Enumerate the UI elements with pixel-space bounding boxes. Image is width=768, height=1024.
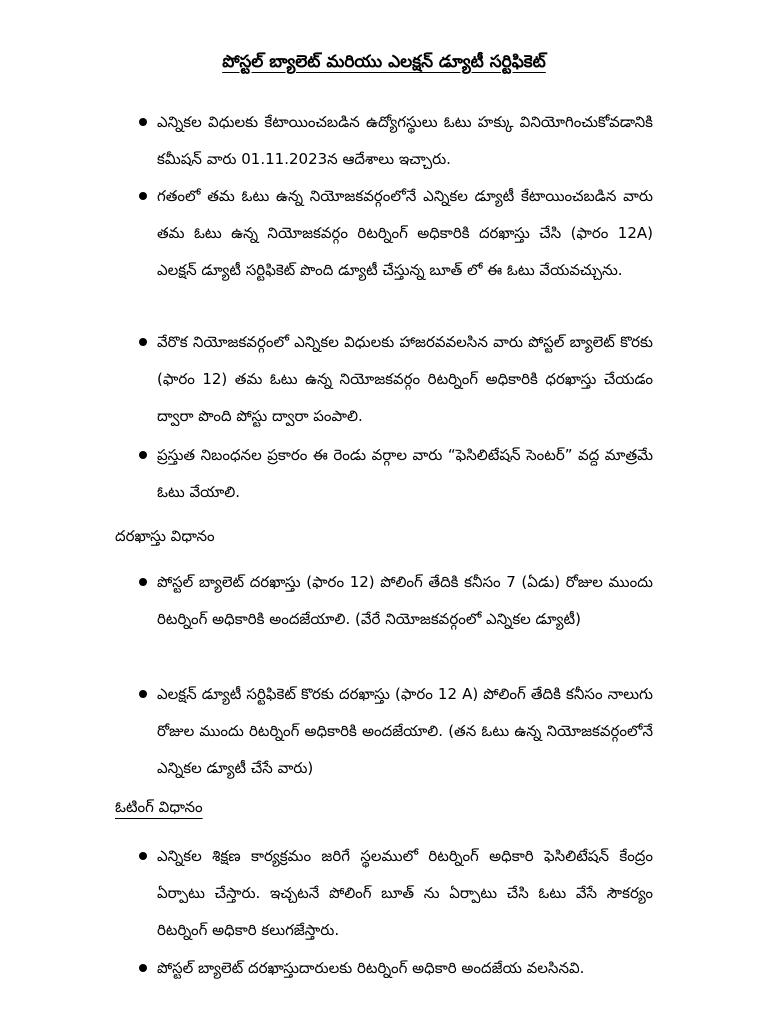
intro-item-4: ప్రస్తుత నిబంధనల ప్రకారం ఈ రెండు వర్గాల వారు “ఫెసిలిటేషన్ సెంటర్” వద్ద మాత్రమే ఓటు వేయాలి. bbox=[157, 437, 653, 511]
document-title: పోస్టల్ బ్యాలెట్ మరియు ఎలక్షన్ డ్యూటీ సర్టిఫికెట్ bbox=[222, 52, 546, 72]
voting-item-1: ఎన్నికల శిక్షణ కార్యక్రమం జరిగే స్థలములో రిటర్నింగ్ అధికారి ఫెసిలిటేషన్ కేంద్రం ఏర్పాటు చేస్తారు. ఇచ్చటనే పోలింగ్ బూత్ ను ఏర్పాటు చేసి ఓటు వేసే సౌకర్యం రిటర్నింగ్ అధికారి కలుగజేస్తారు. bbox=[157, 838, 653, 949]
intro-item-2: గతంలో తమ ఓటు ఉన్న నియోజకవర్గంలోనే ఎన్నికల డ్యూటీ కేటాయించబడిన వారు తమ ఓటు ఉన్న నియోజకవర్గం రిటర్నింగ్ అధికారికి దరఖాస్తు చేసి (ఫారం 12A) ఎలక్షన్ డ్యూటీ సర్టిఫికెట్ పొంది డ్యూటీ చేస్తున్న బూత్ లో ఈ ఓటు వేయవచ్చును. bbox=[157, 178, 653, 289]
intro-item-1: ఎన్నికల విధులకు కేటాయించబడిన ఉద్యోగస్థులు ఓటు హక్కు వినియోగించుకోవడానికి కమీషన్ వారు 01.11.2023న ఆదేశాలు ఇచ్చారు. bbox=[157, 104, 653, 178]
application-heading: దరఖాస్తు విధానం bbox=[115, 527, 215, 545]
voting-heading: ఓటింగ్ విధానం bbox=[115, 798, 203, 816]
application-item-2: ఎలక్షన్ డ్యూటీ సర్టిఫికెట్ కొరకు దరఖాస్తు (ఫారం 12 A) పోలింగ్ తేదికి కనీసం నాలుగు రోజుల ముందు రిటర్నింగ్ అధికారికి అందజేయాలి. (తన ఓటు ఉన్న నియోజకవర్గంలోనే ఎన్నికల డ్యూటీ చేసే వారు) bbox=[157, 676, 653, 787]
voting-item-2: పోస్టల్ బ్యాలెట్ దరఖాస్తుదారులకు రిటర్నింగ్ అధికారి అందజేయ వలసినవి. bbox=[157, 950, 653, 987]
intro-item-3: వేరొక నియోజకవర్గంలో ఎన్నికల విధులకు హాజరవవలసిన వారు పోస్టల్ బ్యాలెట్ కొరకు (ఫారం 12) తమ ఓటు ఉన్న నియోజకవర్గం రిటర్నింగ్ అధికారికి ధరఖాస్తు చేయడం ద్వారా పొంది పోస్టు ద్వారా పంపాలి. bbox=[157, 324, 653, 435]
application-item-1: పోస్టల్ బ్యాలెట్ దరఖాస్తు (ఫారం 12) పోలింగ్ తేదికి కనీసం 7 (ఏడు) రోజుల ముందు రిటర్నింగ్ అధికారికి అందజేయాలి. (వేరే నియోజకవర్గంలో ఎన్నికల డ్యూటీ) bbox=[157, 564, 653, 638]
